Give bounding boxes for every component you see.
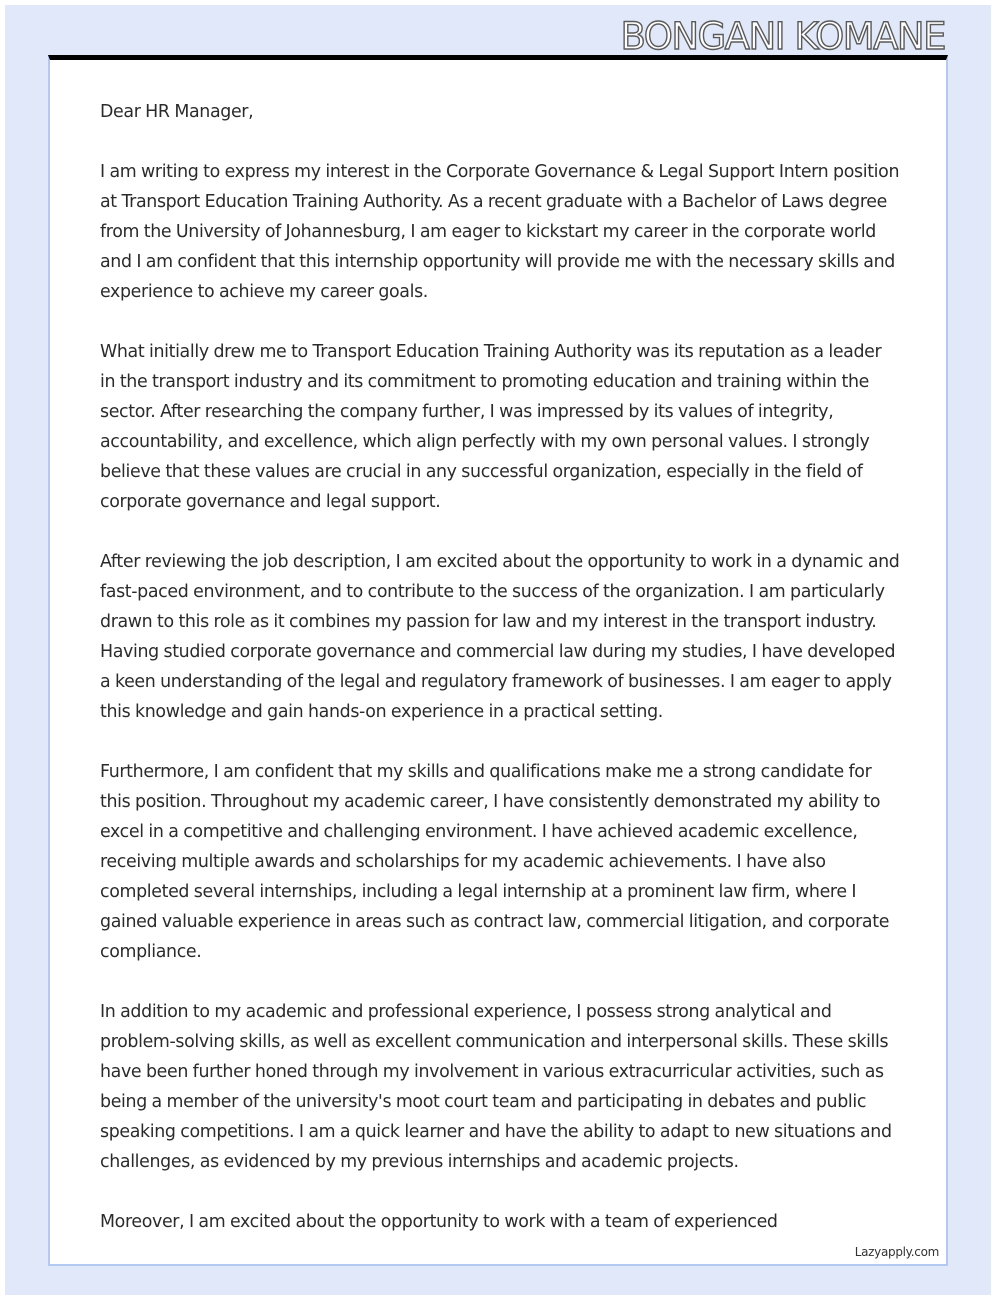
paragraph-role-interest: After reviewing the job description, I am excited about the opportunity to work in a dynamic and fast-paced environment, and to contribute to the success of the organization. I am particularly drawn to this role as it combines my passion for law and my interest in the transport industry. Having studied corporate governance and commercial law during my studies, I have developed a keen understanding of the legal and regulatory framework of businesses. I am eager to apply this knowledge and gain hands-on experience in a practical setting. (100, 552, 900, 722)
applicant-name-heading: BONGANI KOMANE (620, 15, 945, 58)
paragraph-skills: In addition to my academic and professional experience, I possess strong analytical and problem-solving skills, as well as excellent communication and interpersonal skills. These skills have been further honed through my involvement in various extracurricular activities, such as being a member of the university's moot court team and participating in debates and public speaking competitions. I am a quick learner and have the ability to adapt to new situations and challenges, as evidenced by my previous internships and academic projects. (100, 1002, 892, 1172)
document-canvas (5, 5, 991, 1295)
paragraph-qualifications: Furthermore, I am confident that my skills and qualifications make me a strong candidate for this position. Throughout my academic career, I have consistently demonstrated my ability to excel in a competitive and challenging environment. I have achieved academic excellence, receiving multiple awards and scholarships for my academic achievements. I have also completed several internships, including a legal internship at a prominent law firm, where I gained valuable experience in areas such as contract law, commercial litigation, and corporate compliance. (100, 762, 890, 962)
paragraph-continued: Moreover, I am excited about the opportunity to work with a team of experienced (100, 1212, 778, 1232)
paragraph-intro: I am writing to express my interest in the Corporate Governance & Legal Support Intern position at Transport Education Training Authority. As a recent graduate with a Bachelor of Laws degree from the University of Johannesburg, I am eager to kickstart my career in the corporate world and I am confident that this internship opportunity will provide me with the necessary skills and experience to achieve my career goals. (100, 162, 900, 302)
letter-body (100, 97, 900, 1267)
salutation: Dear HR Manager, (100, 102, 254, 122)
watermark-link[interactable]: Lazyapply.com (854, 1245, 939, 1259)
paragraph-company-motivation: What initially drew me to Transport Education Training Authority was its reputation as a leader in the transport industry and its commitment to promoting education and training within the sector. After researching the company further, I was impressed by its values of integrity, accountability, and excellence, which align perfectly with my own personal values. I strongly believe that these values are crucial in any successful organization, especially in the field of corporate governance and legal support. (100, 342, 882, 512)
